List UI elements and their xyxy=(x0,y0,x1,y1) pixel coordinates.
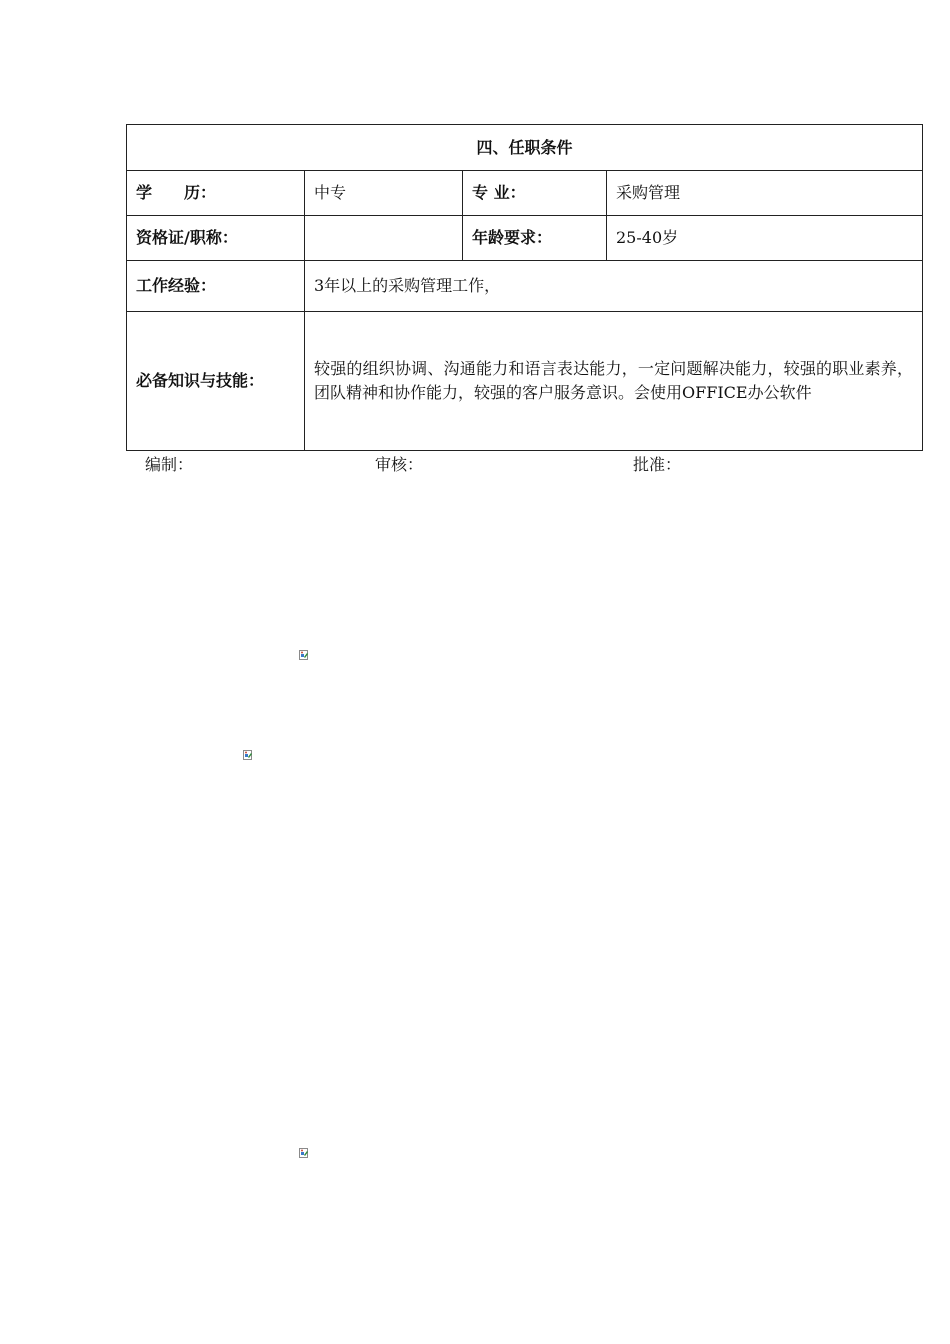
education-label: 学 历： xyxy=(127,171,305,216)
table-header-row xyxy=(127,125,923,171)
table-row xyxy=(127,261,923,312)
certificate-value xyxy=(305,216,463,261)
age-label: 年龄要求： xyxy=(463,216,607,261)
experience-value: 3年以上的采购管理工作， xyxy=(305,261,923,312)
job-requirements-table xyxy=(126,124,923,451)
table-row xyxy=(127,171,923,216)
table-row xyxy=(127,216,923,261)
prepared-by-label: 编制： xyxy=(145,455,194,474)
skills-label: 必备知识与技能： xyxy=(127,312,305,451)
education-value: 中专 xyxy=(305,171,463,216)
certificate-label: 资格证/职称： xyxy=(127,216,305,261)
broken-image-icon xyxy=(243,750,253,760)
approved-by-label: 批准： xyxy=(633,455,682,474)
table-row xyxy=(127,312,923,451)
major-label: 专 业： xyxy=(463,171,607,216)
section-title: 四、任职条件 xyxy=(127,125,923,171)
experience-label: 工作经验： xyxy=(127,261,305,312)
age-value: 25-40岁 xyxy=(607,216,923,261)
major-value: 采购管理 xyxy=(607,171,923,216)
skills-value: 较强的组织协调、沟通能力和语言表达能力，一定问题解决能力，较强的职业素养，团队精神和协作能力，较强的客户服务意识。会使用OFFICE办公软件 xyxy=(305,312,923,451)
broken-image-icon xyxy=(299,650,309,660)
broken-image-icon xyxy=(299,1148,309,1158)
reviewed-by-label: 审核： xyxy=(375,455,424,474)
